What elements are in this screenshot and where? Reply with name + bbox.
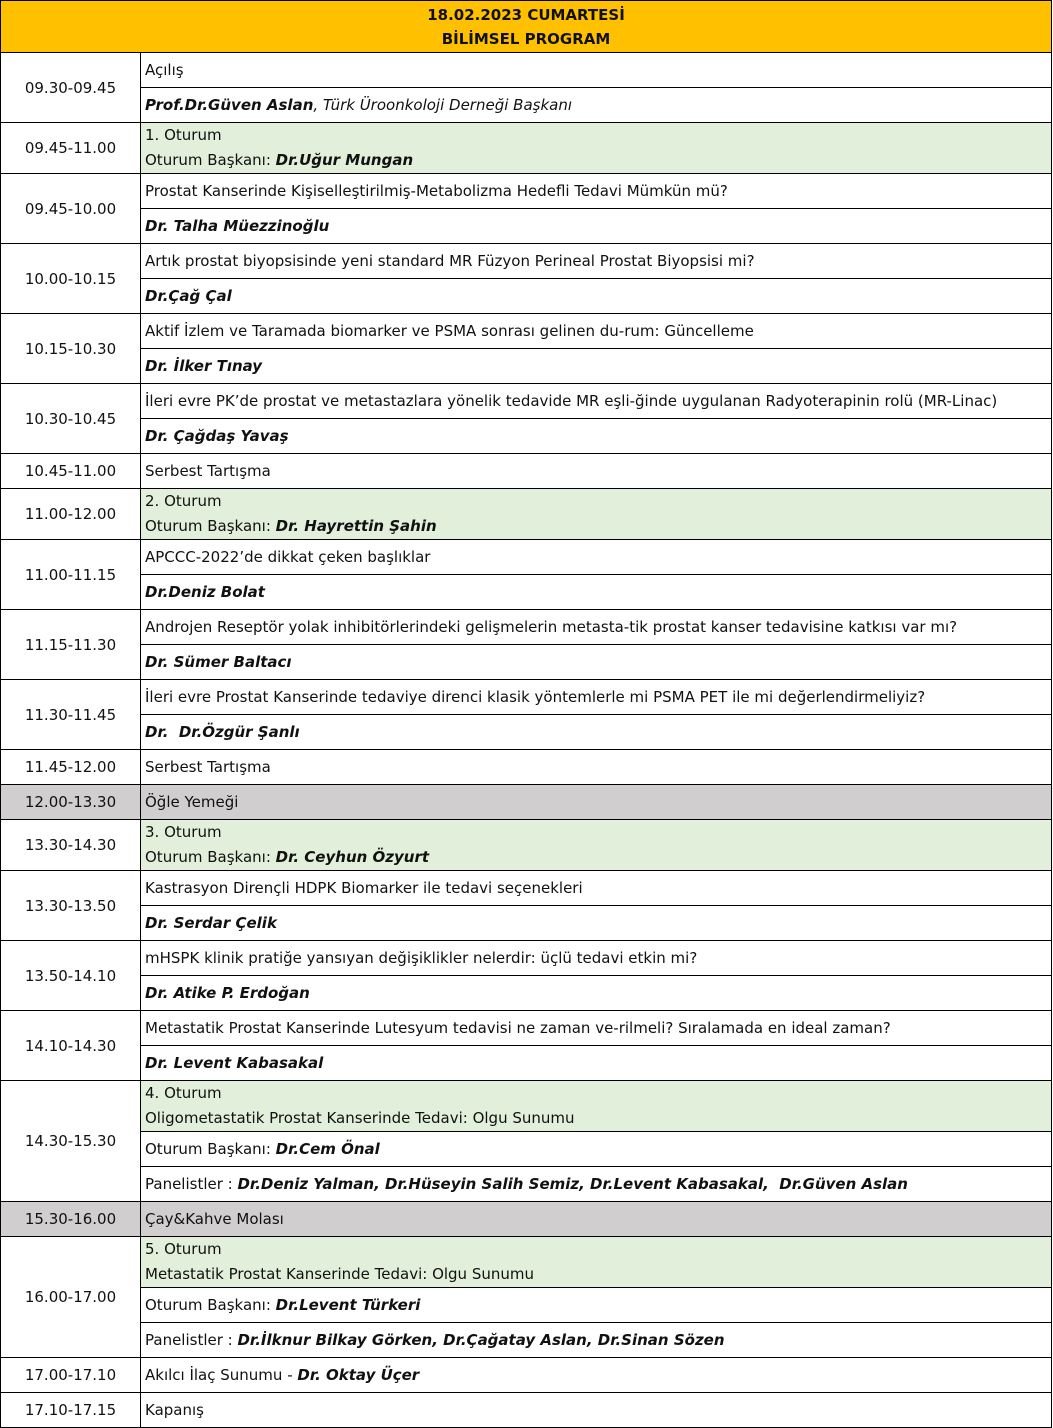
time-slot: 10.45-11.00: [1, 454, 141, 489]
schedule-row: [1, 349, 1052, 384]
session-row: [1, 820, 1052, 871]
schedule-row: [1, 715, 1052, 750]
time-slot: 16.00-17.00: [1, 1237, 141, 1358]
session-row: [1, 1081, 1052, 1132]
session-row: [1, 123, 1052, 174]
schedule-row: [1, 1046, 1052, 1081]
schedule-row: [1, 1358, 1052, 1393]
schedule-row: [1, 680, 1052, 715]
speaker-role: , Türk Üroonkoloji Derneği Başkanı: [313, 96, 573, 114]
time-slot: 09.45-11.00: [1, 123, 141, 174]
item-speaker-cell: [141, 88, 1052, 123]
item-title: Serbest Tartışma: [141, 454, 1052, 489]
schedule-row: [1, 1323, 1052, 1358]
item-title: İleri evre PK’de prostat ve metastazlara yönelik tedavide MR eşli-ğinde uygulanan Radyoterapinin rolü (MR-Linac): [141, 384, 1052, 419]
schedule-row: [1, 419, 1052, 454]
session-header: [141, 489, 1052, 540]
item-title: APCCC-2022’de dikkat çeken başlıklar: [141, 540, 1052, 575]
session-label: 3. Oturum: [145, 823, 222, 841]
session-label: 5. Oturum: [145, 1240, 222, 1258]
program-title: BİLİMSEL PROGRAM: [441, 29, 611, 48]
session-label: 2. Oturum: [145, 492, 222, 510]
break-title: Öğle Yemeği: [141, 785, 1052, 820]
program-header-row: [1, 1, 1052, 53]
schedule-row: [1, 540, 1052, 575]
session-subtitle: Oligometastatik Prostat Kanserinde Tedavi: Olgu Sunumu: [145, 1109, 575, 1127]
schedule-row: [1, 1132, 1052, 1167]
speaker-name: Dr. Atike P. Erdoğan: [141, 976, 1052, 1011]
break-row: [1, 785, 1052, 820]
time-slot: 17.00-17.10: [1, 1358, 141, 1393]
schedule-row: [1, 209, 1052, 244]
schedule-row: [1, 279, 1052, 314]
time-slot: 15.30-16.00: [1, 1202, 141, 1237]
schedule-row: [1, 384, 1052, 419]
program-header: [1, 1, 1052, 53]
schedule-row: [1, 645, 1052, 680]
time-slot: 10.00-10.15: [1, 244, 141, 314]
time-slot: 13.30-13.50: [1, 871, 141, 941]
session-header: [141, 1081, 1052, 1132]
time-slot: 11.30-11.45: [1, 680, 141, 750]
speaker-name: Prof.Dr.Güven Aslan: [145, 96, 314, 114]
speaker-name: Dr. Çağdaş Yavaş: [141, 419, 1052, 454]
schedule-row: [1, 976, 1052, 1011]
schedule-row: [1, 88, 1052, 123]
session-panelists: Panelistler : Dr.İlknur Bilkay Görken, Dr.Çağatay Aslan, Dr.Sinan Sözen: [141, 1323, 1052, 1358]
time-slot: 14.10-14.30: [1, 1011, 141, 1081]
speaker-name: Dr. Levent Kabasakal: [141, 1046, 1052, 1081]
session-panelists: Panelistler : Dr.Deniz Yalman, Dr.Hüseyin Salih Semiz, Dr.Levent Kabasakal, Dr.Güven Aslan: [141, 1167, 1052, 1202]
session-chair: Oturum Başkanı: Dr. Ceyhun Özyurt: [145, 848, 430, 866]
speaker-name: Dr. Sümer Baltacı: [141, 645, 1052, 680]
item-title: Artık prostat biyopsisinde yeni standard MR Füzyon Perineal Prostat Biyopsisi mi?: [141, 244, 1052, 279]
item-title: Prostat Kanserinde Kişiselleştirilmiş-Metabolizma Hedefli Tedavi Mümkün mü?: [141, 174, 1052, 209]
schedule-row: [1, 314, 1052, 349]
schedule-row: [1, 941, 1052, 976]
time-slot: 14.30-15.30: [1, 1081, 141, 1202]
break-row: [1, 1202, 1052, 1237]
schedule-row: [1, 1167, 1052, 1202]
time-slot: 13.50-14.10: [1, 941, 141, 1011]
session-chair: Oturum Başkanı: Dr.Uğur Mungan: [145, 151, 414, 169]
item-title: Akılcı İlaç Sunumu - Dr. Oktay Üçer: [141, 1358, 1052, 1393]
session-label: 4. Oturum: [145, 1084, 222, 1102]
time-slot: 11.15-11.30: [1, 610, 141, 680]
session-chair: Oturum Başkanı: Dr. Hayrettin Şahin: [145, 517, 437, 535]
time-slot: 12.00-13.30: [1, 785, 141, 820]
time-slot: 11.00-11.15: [1, 540, 141, 610]
schedule-row: [1, 454, 1052, 489]
speaker-name: Dr.Deniz Bolat: [141, 575, 1052, 610]
program-date: 18.02.2023 CUMARTESİ: [427, 5, 625, 24]
speaker-name: Dr. Dr.Özgür Şanlı: [141, 715, 1052, 750]
schedule-row: [1, 575, 1052, 610]
session-header: [141, 1237, 1052, 1288]
schedule-row: [1, 1393, 1052, 1428]
session-row: [1, 1237, 1052, 1288]
time-slot: 09.45-10.00: [1, 174, 141, 244]
item-title: İleri evre Prostat Kanserinde tedaviye direnci klasik yöntemlerle mi PSMA PET ile mi değerlendirmeliyiz?: [141, 680, 1052, 715]
schedule-row: [1, 1011, 1052, 1046]
item-title: Serbest Tartışma: [141, 750, 1052, 785]
schedule-row: [1, 53, 1052, 88]
speaker-name: Dr.Çağ Çal: [141, 279, 1052, 314]
speaker-name: Dr. Talha Müezzinoğlu: [141, 209, 1052, 244]
item-title: mHSPK klinik pratiğe yansıyan değişiklikler nelerdir: üçlü tedavi etkin mi?: [141, 941, 1052, 976]
time-slot: 11.45-12.00: [1, 750, 141, 785]
schedule-row: [1, 1288, 1052, 1323]
schedule-row: [1, 610, 1052, 645]
speaker-name: Dr. İlker Tınay: [141, 349, 1052, 384]
time-slot: 17.10-17.15: [1, 1393, 141, 1428]
item-title: Androjen Reseptör yolak inhibitörlerindeki gelişmelerin metasta-tik prostat kanser tedavisine katkısı var mı?: [141, 610, 1052, 645]
time-slot: 10.30-10.45: [1, 384, 141, 454]
item-title: Açılış: [141, 53, 1052, 88]
time-slot: 13.30-14.30: [1, 820, 141, 871]
session-header: [141, 123, 1052, 174]
time-slot: 11.00-12.00: [1, 489, 141, 540]
schedule-row: [1, 174, 1052, 209]
schedule-row: [1, 871, 1052, 906]
session-label: 1. Oturum: [145, 126, 222, 144]
time-slot: 10.15-10.30: [1, 314, 141, 384]
item-title: Metastatik Prostat Kanserinde Lutesyum tedavisi ne zaman ve-rilmeli? Sıralamada en ideal zaman?: [141, 1011, 1052, 1046]
session-row: [1, 489, 1052, 540]
item-title: Kastrasyon Dirençli HDPK Biomarker ile tedavi seçenekleri: [141, 871, 1052, 906]
session-header: [141, 820, 1052, 871]
session-subtitle: Metastatik Prostat Kanserinde Tedavi: Olgu Sunumu: [145, 1265, 534, 1283]
schedule-row: [1, 906, 1052, 941]
time-slot: 09.30-09.45: [1, 53, 141, 123]
item-title: Kapanış: [141, 1393, 1052, 1428]
session-chair: Oturum Başkanı: Dr.Cem Önal: [141, 1132, 1052, 1167]
session-chair: Oturum Başkanı: Dr.Levent Türkeri: [141, 1288, 1052, 1323]
schedule-row: [1, 750, 1052, 785]
break-title: Çay&Kahve Molası: [141, 1202, 1052, 1237]
item-title: Aktif İzlem ve Taramada biomarker ve PSMA sonrası gelinen du-rum: Güncelleme: [141, 314, 1052, 349]
speaker-name: Dr. Serdar Çelik: [141, 906, 1052, 941]
schedule-row: [1, 244, 1052, 279]
